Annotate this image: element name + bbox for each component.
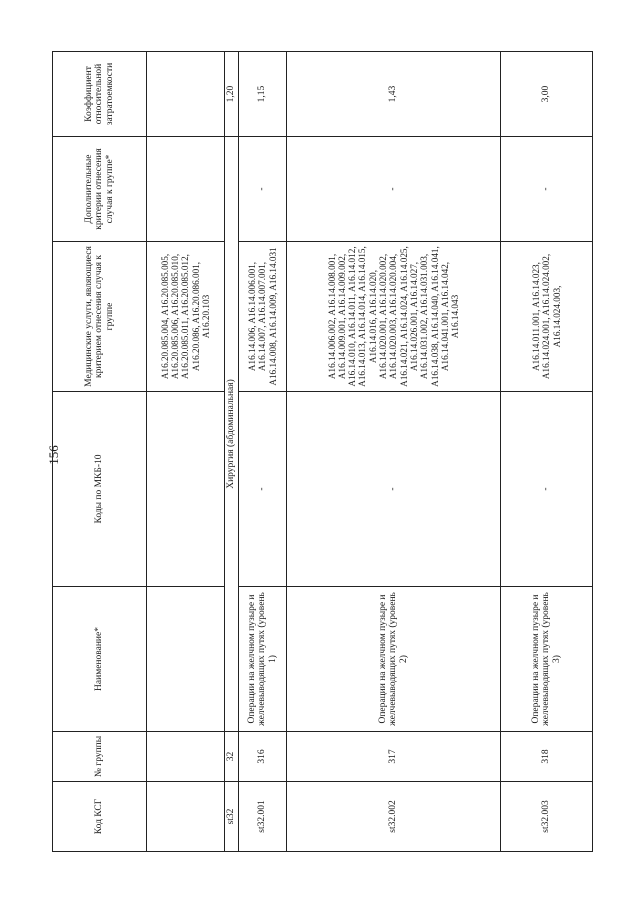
row-mkb: - <box>501 392 593 587</box>
table-cell <box>147 137 225 242</box>
header-group: № группы <box>53 732 147 782</box>
table-row <box>239 52 287 852</box>
header-name: Наименование* <box>53 587 147 732</box>
row-coef: 3,00 <box>501 52 593 137</box>
row-services: A16.14.006, A16.14.006.001, A16.14.007, A16.14.007.001, A16.14.008, A16.14.009, A16.14.031 <box>239 242 287 392</box>
row-mkb: - <box>239 392 287 587</box>
header-services: Медицинские услуги, являющиеся критерием отнесения случая к группе <box>53 242 147 392</box>
table-cell <box>147 587 225 732</box>
row-group: 318 <box>501 732 593 782</box>
row-coef: 1,43 <box>287 52 501 137</box>
table-row <box>501 52 593 852</box>
row-code: st32.002 <box>287 782 501 852</box>
table-header-row <box>53 52 147 852</box>
section-code: st32 <box>225 782 239 852</box>
header-coef: Коэффициент относительной затратоемкости <box>53 52 147 137</box>
section-row <box>225 52 239 852</box>
continuation-row <box>147 52 225 852</box>
row-group: 317 <box>287 732 501 782</box>
row-criteria: - <box>501 137 593 242</box>
ksg-table <box>52 51 593 852</box>
section-coef: 1,20 <box>225 52 239 137</box>
row-criteria: - <box>239 137 287 242</box>
table-cell <box>147 52 225 137</box>
header-code: Код КСГ <box>53 782 147 852</box>
row-services: A16.14.011.001, A16.14.023, A16.14.024.001, A16.14.024.002, A16.14.024.003, <box>501 242 593 392</box>
row-name: Операции на желчном пузыре и желчевыводящих путях (уровень 3) <box>501 587 593 732</box>
section-title: Хирургия (абдоминальная) <box>225 137 239 732</box>
table-cell <box>147 392 225 587</box>
continuation-services: A16.20.085.004, A16.20.085.005, A16.20.085.006, A16.20.085.010, A16.20.085.011, A16.20.085.012, A16.20.086, A16.20.086.001, A16.20.103 <box>147 242 225 392</box>
row-coef: 1,15 <box>239 52 287 137</box>
row-code: st32.003 <box>501 782 593 852</box>
table-cell <box>147 782 225 852</box>
row-group: 316 <box>239 732 287 782</box>
row-mkb: - <box>287 392 501 587</box>
table-cell <box>147 732 225 782</box>
row-criteria: - <box>287 137 501 242</box>
row-code: st32.001 <box>239 782 287 852</box>
page-number: 156 <box>45 445 61 465</box>
row-name: Операции на желчном пузыре и желчевыводящих путях (уровень 2) <box>287 587 501 732</box>
header-criteria: Дополнительные критерии отнесения случая к группе* <box>53 137 147 242</box>
table-row <box>287 52 501 852</box>
row-name: Операции на желчном пузыре и желчевыводящих путях (уровень 1) <box>239 587 287 732</box>
document-sheet <box>52 52 592 852</box>
row-services: A16.14.006.002, A16.14.008.001, A16.14.009.001, A16.14.009.002, A16.14.010, A16.14.011, A16.14.012, A16.14.013, A16.14.014, A16.14.015, A16.14.016, A16.14.020, A16.14.020.001, A16.14.020.002, A16.14.020.003, A16.14.020.004, A16.14.021, A16.14.024, A16.14.025, A16.14.026.001, A16.14.027, A16.14.031.002, A16.14.031.003, A16.14.038, A16.14.040, A16.14.041, A16.14.041.001, A16.14.042, A16.14.043 <box>287 242 501 392</box>
section-group: 32 <box>225 732 239 782</box>
header-mkb: Коды по МКБ-10 <box>53 392 147 587</box>
